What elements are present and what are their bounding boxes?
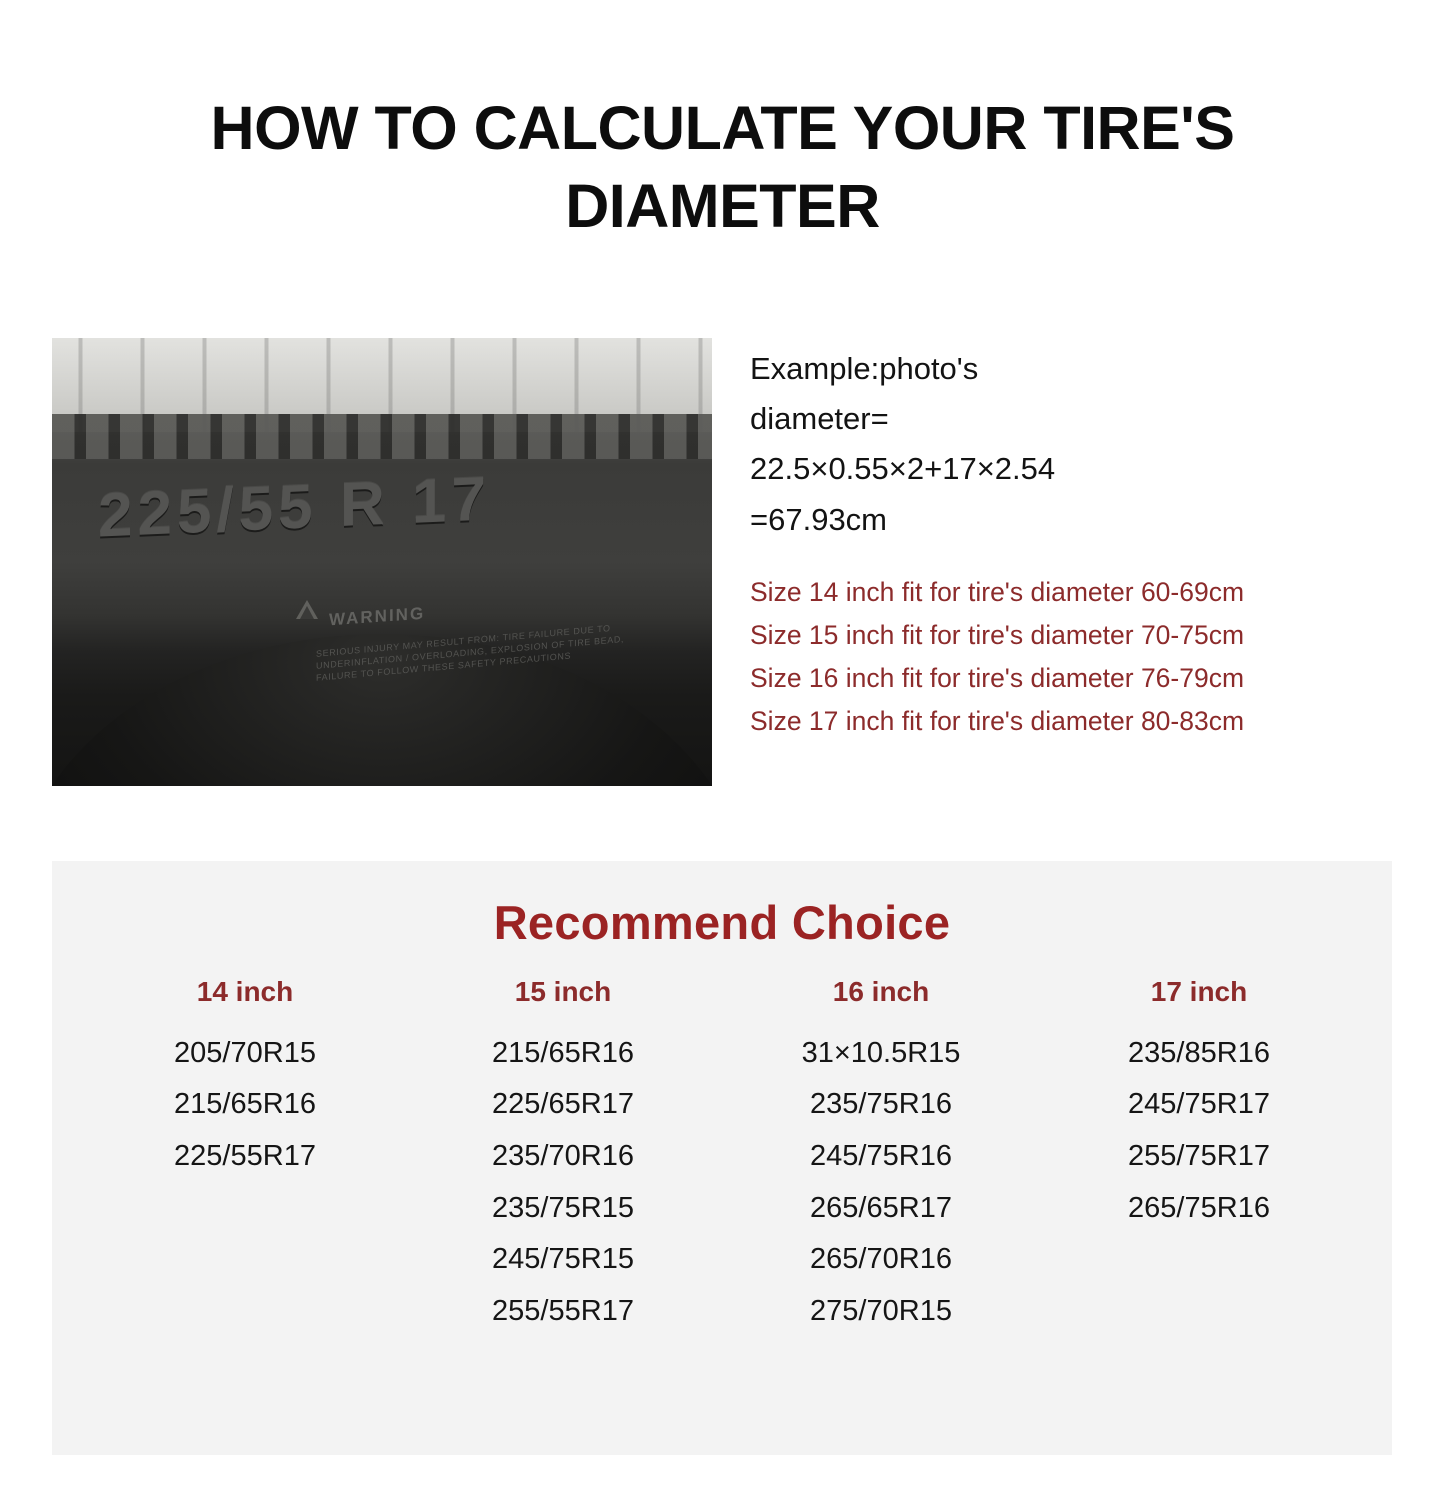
list-item: 215/65R16	[492, 1036, 634, 1069]
tire-photo-backdrop	[52, 338, 712, 786]
recommend-column-17	[1040, 976, 1358, 1338]
list-item: 235/75R15	[492, 1191, 634, 1224]
list-item: 265/65R17	[810, 1191, 952, 1224]
list-item: 205/70R15	[174, 1036, 316, 1069]
list-item: 215/65R16	[174, 1088, 316, 1121]
example-line-4: =67.93cm	[750, 501, 888, 537]
example-line-1: Example:photo's	[750, 350, 979, 386]
column-header: 17 inch	[1150, 975, 1248, 1007]
size-fit-item: Size 14 inch fit for tire's diameter 60-69cm	[750, 576, 1245, 607]
size-fit-item: Size 15 inch fit for tire's diameter 70-75cm	[750, 619, 1245, 650]
recommend-columns	[52, 950, 1392, 1338]
column-header: 15 inch	[514, 975, 612, 1007]
sidewall-warning-label: WARNING	[329, 603, 426, 630]
example-section	[0, 286, 1445, 786]
sidewall-warning-fineprint: SERIOUS INJURY MAY RESULT FROM: TIRE FAILURE DUE TO UNDERINFLATION / OVERLOADING, EXPLOSION OF TIRE BEAD, FAILURE TO FOLLOW THESE SAFETY PRECAUTIONS	[316, 622, 625, 683]
example-line-2: diameter=	[750, 401, 889, 437]
list-item: 245/75R16	[810, 1140, 952, 1173]
list-item: 31×10.5R15	[801, 1036, 961, 1069]
list-item: 235/75R16	[810, 1088, 952, 1121]
size-fit-item: Size 16 inch fit for tire's diameter 76-79cm	[750, 662, 1245, 693]
list-item: 265/70R16	[810, 1243, 952, 1276]
tire-tread	[52, 414, 712, 459]
recommend-column-16	[722, 976, 1040, 1338]
recommend-panel	[52, 861, 1392, 1455]
tire-photo	[52, 338, 712, 786]
page-title: HOW TO CALCULATE YOUR TIRE'S DIAMETER	[210, 93, 1235, 240]
list-item: 235/70R16	[492, 1140, 634, 1173]
list-item: 255/75R17	[1128, 1140, 1270, 1173]
recommend-column-14	[86, 976, 404, 1338]
warning-triangle-icon	[296, 600, 318, 619]
column-header: 16 inch	[832, 975, 930, 1007]
column-header: 14 inch	[196, 975, 294, 1007]
example-line-3: 22.5×0.55×2+17×2.54	[750, 451, 1056, 487]
list-item: 255/55R17	[492, 1294, 634, 1327]
recommend-column-15	[404, 976, 722, 1338]
list-item: 225/65R17	[492, 1088, 634, 1121]
list-item: 245/75R17	[1128, 1088, 1270, 1121]
size-fit-list	[750, 571, 1397, 743]
calculation-notes	[750, 338, 1397, 743]
list-item: 265/75R16	[1128, 1191, 1270, 1224]
list-item: 225/55R17	[174, 1140, 316, 1173]
sidewall-size-text: 225/55 R 17	[98, 464, 492, 551]
size-fit-item: Size 17 inch fit for tire's diameter 80-83cm	[750, 705, 1245, 736]
list-item: 245/75R15	[492, 1243, 634, 1276]
list-item: 275/70R15	[810, 1294, 952, 1327]
recommend-title: Recommend Choice	[493, 895, 951, 949]
list-item: 235/85R16	[1128, 1036, 1270, 1069]
infographic-page	[0, 41, 1445, 1486]
